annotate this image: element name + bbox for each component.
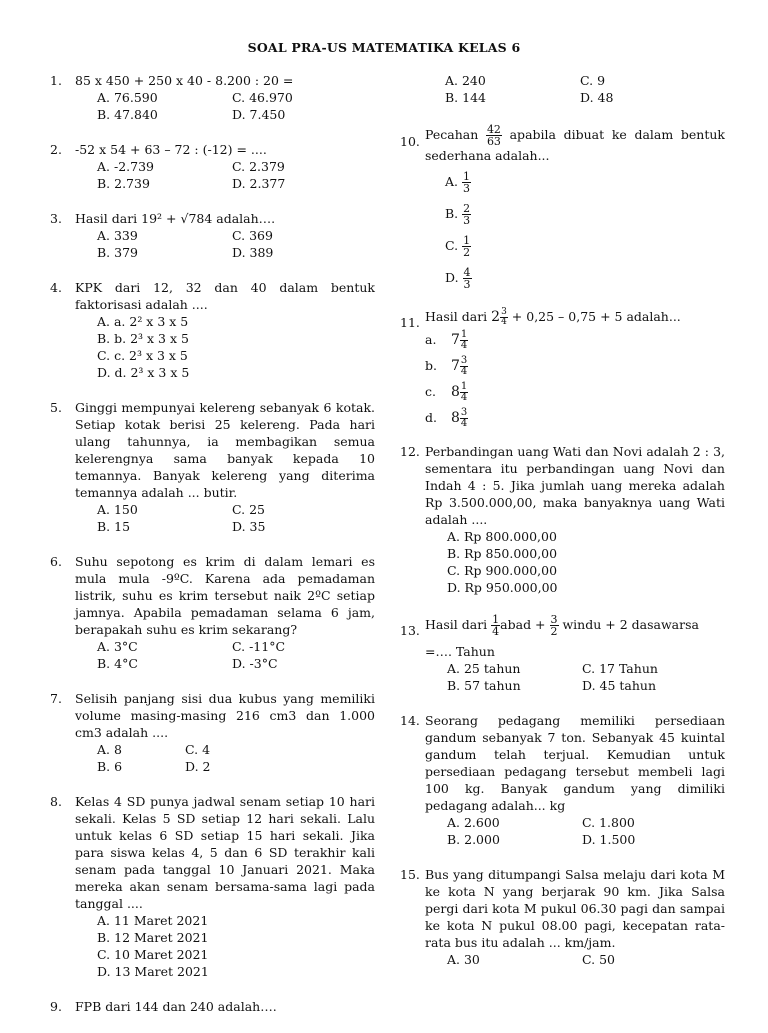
option-b[interactable]: B. 379 xyxy=(97,245,138,260)
denominator: 4 xyxy=(501,317,507,327)
option-d[interactable]: D. Rp 950.000,00 xyxy=(447,580,558,595)
stem-prefix: Hasil dari xyxy=(425,309,488,324)
option-b[interactable]: B. 12 Maret 2021 xyxy=(97,930,209,945)
option-a[interactable] xyxy=(445,166,725,198)
question-number: 7. xyxy=(50,691,62,706)
option-b[interactable]: B. 2.000 xyxy=(447,832,500,847)
question-1 xyxy=(50,72,375,123)
question-stem xyxy=(425,614,725,660)
numerator: 2 xyxy=(463,202,471,215)
denominator: 3 xyxy=(463,278,471,291)
option-d[interactable]: D. 7.450 xyxy=(232,107,286,122)
option-d[interactable]: D. 389 xyxy=(232,245,274,260)
question-12 xyxy=(400,443,725,596)
numerator: 42 xyxy=(486,123,501,136)
option-letter: A. xyxy=(445,174,459,189)
question-stem: Bus yang ditumpangi Salsa melaju dari kota M ke kota N yang berjarak 90 km. Jika Salsa pergi dari kota M pukul 06.30 pagi dan sampai ke kota N pukul 08.00 pagi, kecepatan rata-rata bus itu adalah ... km/jam. xyxy=(425,867,725,950)
option-a[interactable]: A. 25 tahun xyxy=(447,661,521,676)
fraction xyxy=(486,124,502,147)
denominator: 3 xyxy=(463,214,471,227)
option-a[interactable]: A. 2.600 xyxy=(447,815,500,830)
option-c[interactable]: C. 9 xyxy=(580,73,606,88)
question-stem: Selisih panjang sisi dua kubus yang memiliki volume masing-masing 216 cm3 dan 1.000 cm3 adalah .... xyxy=(75,691,375,740)
denominator: 4 xyxy=(492,625,500,638)
stem-suffix: + 0,25 – 0,75 + 5 adalah... xyxy=(511,309,681,324)
option-a[interactable]: A. Rp 800.000,00 xyxy=(447,529,557,544)
left-column xyxy=(50,72,375,1033)
option-c[interactable]: C. -11°C xyxy=(232,639,286,654)
option-d[interactable] xyxy=(445,262,725,294)
stem-prefix: Pecahan xyxy=(425,127,479,142)
numerator: 3 xyxy=(550,613,558,626)
denominator: 3 xyxy=(463,182,470,195)
whole-number: 7 xyxy=(451,358,460,374)
option-letter: a. xyxy=(425,332,437,347)
question-13 xyxy=(400,614,725,694)
question-stem: Hasil dari 19² + √784 adalah…. xyxy=(75,211,276,226)
option-letter: d. xyxy=(425,410,437,425)
question-2 xyxy=(50,141,375,192)
option-b[interactable] xyxy=(425,353,725,379)
option-b[interactable]: B. 6 xyxy=(97,759,123,774)
option-b[interactable]: B. b. 2³ x 3 x 5 xyxy=(97,331,189,346)
option-a[interactable]: A. -2.739 xyxy=(97,159,154,174)
question-9 xyxy=(50,998,375,1015)
question-number: 10. xyxy=(400,134,420,149)
denominator: 4 xyxy=(460,366,468,377)
question-4 xyxy=(50,279,375,381)
option-b[interactable] xyxy=(445,198,725,230)
option-a[interactable]: A. a. 2² x 3 x 5 xyxy=(97,314,189,329)
option-d[interactable]: D. 35 xyxy=(232,519,266,534)
option-a[interactable]: A. 339 xyxy=(97,228,138,243)
option-a[interactable]: A. 11 Maret 2021 xyxy=(97,913,209,928)
question-number: 9. xyxy=(50,999,62,1014)
option-a[interactable]: A. 3°C xyxy=(97,639,138,654)
stem-prefix: Hasil dari xyxy=(425,617,488,632)
question-stem: Ginggi mempunyai kelereng sebanyak 6 kotak. Setiap kotak berisi 25 kelereng. Pada hari ulang tahunnya, ia membagikan semua kelerengnya sama banyak kepada 10 temannya. Banyak kelereng yang diterima temannya adalah ... butir. xyxy=(75,400,375,500)
option-a[interactable]: A. 150 xyxy=(97,502,138,517)
question-stem xyxy=(425,308,725,327)
question-number: 12. xyxy=(400,444,420,459)
question-3 xyxy=(50,210,375,261)
whole-number: 7 xyxy=(451,332,460,348)
option-d[interactable]: D. 48 xyxy=(580,90,614,105)
denominator: 2 xyxy=(463,246,471,259)
question-number: 1. xyxy=(50,73,62,88)
option-b[interactable]: B. 57 tahun xyxy=(447,678,521,693)
question-number: 5. xyxy=(50,400,62,415)
option-c[interactable]: C. 50 xyxy=(582,952,615,967)
question-stem: -52 x 54 + 63 – 72 : (-12) = .... xyxy=(75,142,267,157)
option-c[interactable]: C. 17 Tahun xyxy=(582,661,658,676)
question-5 xyxy=(50,399,375,535)
option-d[interactable] xyxy=(425,405,725,431)
option-c[interactable]: C. c. 2³ x 3 x 5 xyxy=(97,348,188,363)
option-a[interactable]: A. 8 xyxy=(97,742,122,757)
option-c[interactable]: C. Rp 900.000,00 xyxy=(447,563,558,578)
option-a[interactable]: A. 76.590 xyxy=(97,90,158,105)
question-number: 11. xyxy=(400,315,420,330)
question-stem: KPK dari 12, 32 dan 40 dalam bentuk faktorisasi adalah .... xyxy=(75,280,375,312)
whole-number: 2 xyxy=(491,309,501,325)
stem-suffix: apabila dibuat ke dalam bentuk sederhana adalah... xyxy=(425,127,725,163)
option-c[interactable]: C. 369 xyxy=(232,228,273,243)
option-d[interactable]: D. 13 Maret 2021 xyxy=(97,964,209,979)
numerator: 1 xyxy=(460,381,468,392)
option-b[interactable]: B. Rp 850.000,00 xyxy=(447,546,558,561)
question-number: 13. xyxy=(400,623,420,638)
question-stem: FPB dari 144 dan 240 adalah…. xyxy=(75,999,277,1014)
option-letter: C. xyxy=(445,238,459,253)
option-letter: b. xyxy=(425,358,437,373)
option-b[interactable]: B. 2.739 xyxy=(97,176,150,191)
option-a[interactable]: A. 240 xyxy=(445,73,486,88)
option-b[interactable]: B. 4°C xyxy=(97,656,138,671)
denominator: 2 xyxy=(550,625,558,638)
question-stem: Kelas 4 SD punya jadwal senam setiap 10 hari sekali. Kelas 5 SD setiap 12 hari sekali. Lalu untuk kelas 6 SD setiap 15 hari sekali. Jika para siswa kelas 4, 5 dan 6 SD terakhir kali senam pada tanggal 10 Januari 2021. Maka mereka akan senam bersama-sama lagi pada tanggal .... xyxy=(75,794,375,911)
whole-number: 8 xyxy=(451,410,460,426)
option-d[interactable]: D. -3°C xyxy=(232,656,278,671)
option-d[interactable]: D. 2.377 xyxy=(232,176,286,191)
option-d[interactable]: D. 2 xyxy=(185,759,211,774)
question-number: 15. xyxy=(400,867,420,882)
stem-suffix: windu + 2 dasawarsa xyxy=(562,617,699,632)
denominator: 4 xyxy=(460,392,468,403)
option-d[interactable]: D. 1.500 xyxy=(582,832,636,847)
question-number: 6. xyxy=(50,554,62,569)
numerator: 1 xyxy=(492,613,500,626)
question-stem: 85 x 450 + 250 x 40 - 8.200 : 20 = xyxy=(75,73,294,88)
option-letter: D. xyxy=(445,270,459,285)
denominator: 4 xyxy=(460,418,468,429)
numerator: 1 xyxy=(460,329,468,340)
question-number: 4. xyxy=(50,280,62,295)
question-6 xyxy=(50,553,375,672)
numerator: 3 xyxy=(501,307,507,317)
option-b[interactable]: B. 15 xyxy=(97,519,131,534)
option-c[interactable]: C. 25 xyxy=(232,502,265,517)
stem-middle: abad + xyxy=(500,617,546,632)
question-stem: Suhu sepotong es krim di dalam lemari es mula mula -9ºC. Karena ada pemadaman listrik, suhu es krim tersebut naik 2ºC setiap jamnya. Apabila pemadaman selama 6 jam, berapakah suhu es krim sekarang? xyxy=(75,554,375,637)
option-letter: B. xyxy=(445,206,459,221)
numerator: 3 xyxy=(460,407,468,418)
option-c[interactable]: C. 46.970 xyxy=(232,90,293,105)
page-title: SOAL PRA-US MATEMATIKA KELAS 6 xyxy=(247,40,521,55)
question-14 xyxy=(400,712,725,848)
question-10 xyxy=(400,124,725,294)
question-8 xyxy=(50,793,375,980)
stem-line-2: =…. Tahun xyxy=(425,644,495,659)
denominator: 4 xyxy=(460,340,468,351)
option-a[interactable] xyxy=(425,327,725,353)
question-number: 3. xyxy=(50,211,62,226)
question-7 xyxy=(50,690,375,775)
question-stem: Seorang pedagang memiliki persediaan gandum sebanyak 7 ton. Sebanyak 45 kuintal gandum telah terjual. Kemudian untuk persediaan pedagang tersebut membeli lagi 100 kg. Banyak gandum yang dimiliki pedagang adalah... kg xyxy=(425,713,725,813)
option-b[interactable]: B. 144 xyxy=(445,90,486,105)
option-c[interactable] xyxy=(425,379,725,405)
fraction xyxy=(500,308,508,327)
numerator: 4 xyxy=(463,266,471,279)
option-b[interactable]: B. 47.840 xyxy=(97,107,158,122)
option-c[interactable]: C. 1.800 xyxy=(582,815,635,830)
option-c[interactable]: C. 4 xyxy=(185,742,211,757)
option-d[interactable]: D. 45 tahun xyxy=(582,678,657,693)
right-column xyxy=(400,72,725,986)
option-c[interactable] xyxy=(445,230,725,262)
question-number: 2. xyxy=(50,142,62,157)
question-15 xyxy=(400,866,725,968)
question-number: 8. xyxy=(50,794,62,809)
question-stem: Perbandingan uang Wati dan Novi adalah 2 : 3, sementara itu perbandingan uang Novi dan Indah 4 : 5. Jika jumlah uang mereka adalah Rp 3.500.000,00, maka banyaknya uang Wati adalah .... xyxy=(425,444,725,527)
option-c[interactable]: C. 2.379 xyxy=(232,159,285,174)
numerator: 1 xyxy=(463,234,471,247)
numerator: 3 xyxy=(460,355,468,366)
option-d[interactable]: D. d. 2³ x 3 x 5 xyxy=(97,365,190,380)
whole-number: 8 xyxy=(451,384,460,400)
option-a[interactable]: A. 30 xyxy=(447,952,480,967)
question-9-options xyxy=(400,72,725,106)
numerator: 1 xyxy=(463,170,470,183)
question-11 xyxy=(400,308,725,431)
question-number: 14. xyxy=(400,713,420,728)
question-stem xyxy=(425,124,725,164)
option-c[interactable]: C. 10 Maret 2021 xyxy=(97,947,209,962)
option-letter: c. xyxy=(425,384,436,399)
denominator: 63 xyxy=(486,135,501,148)
